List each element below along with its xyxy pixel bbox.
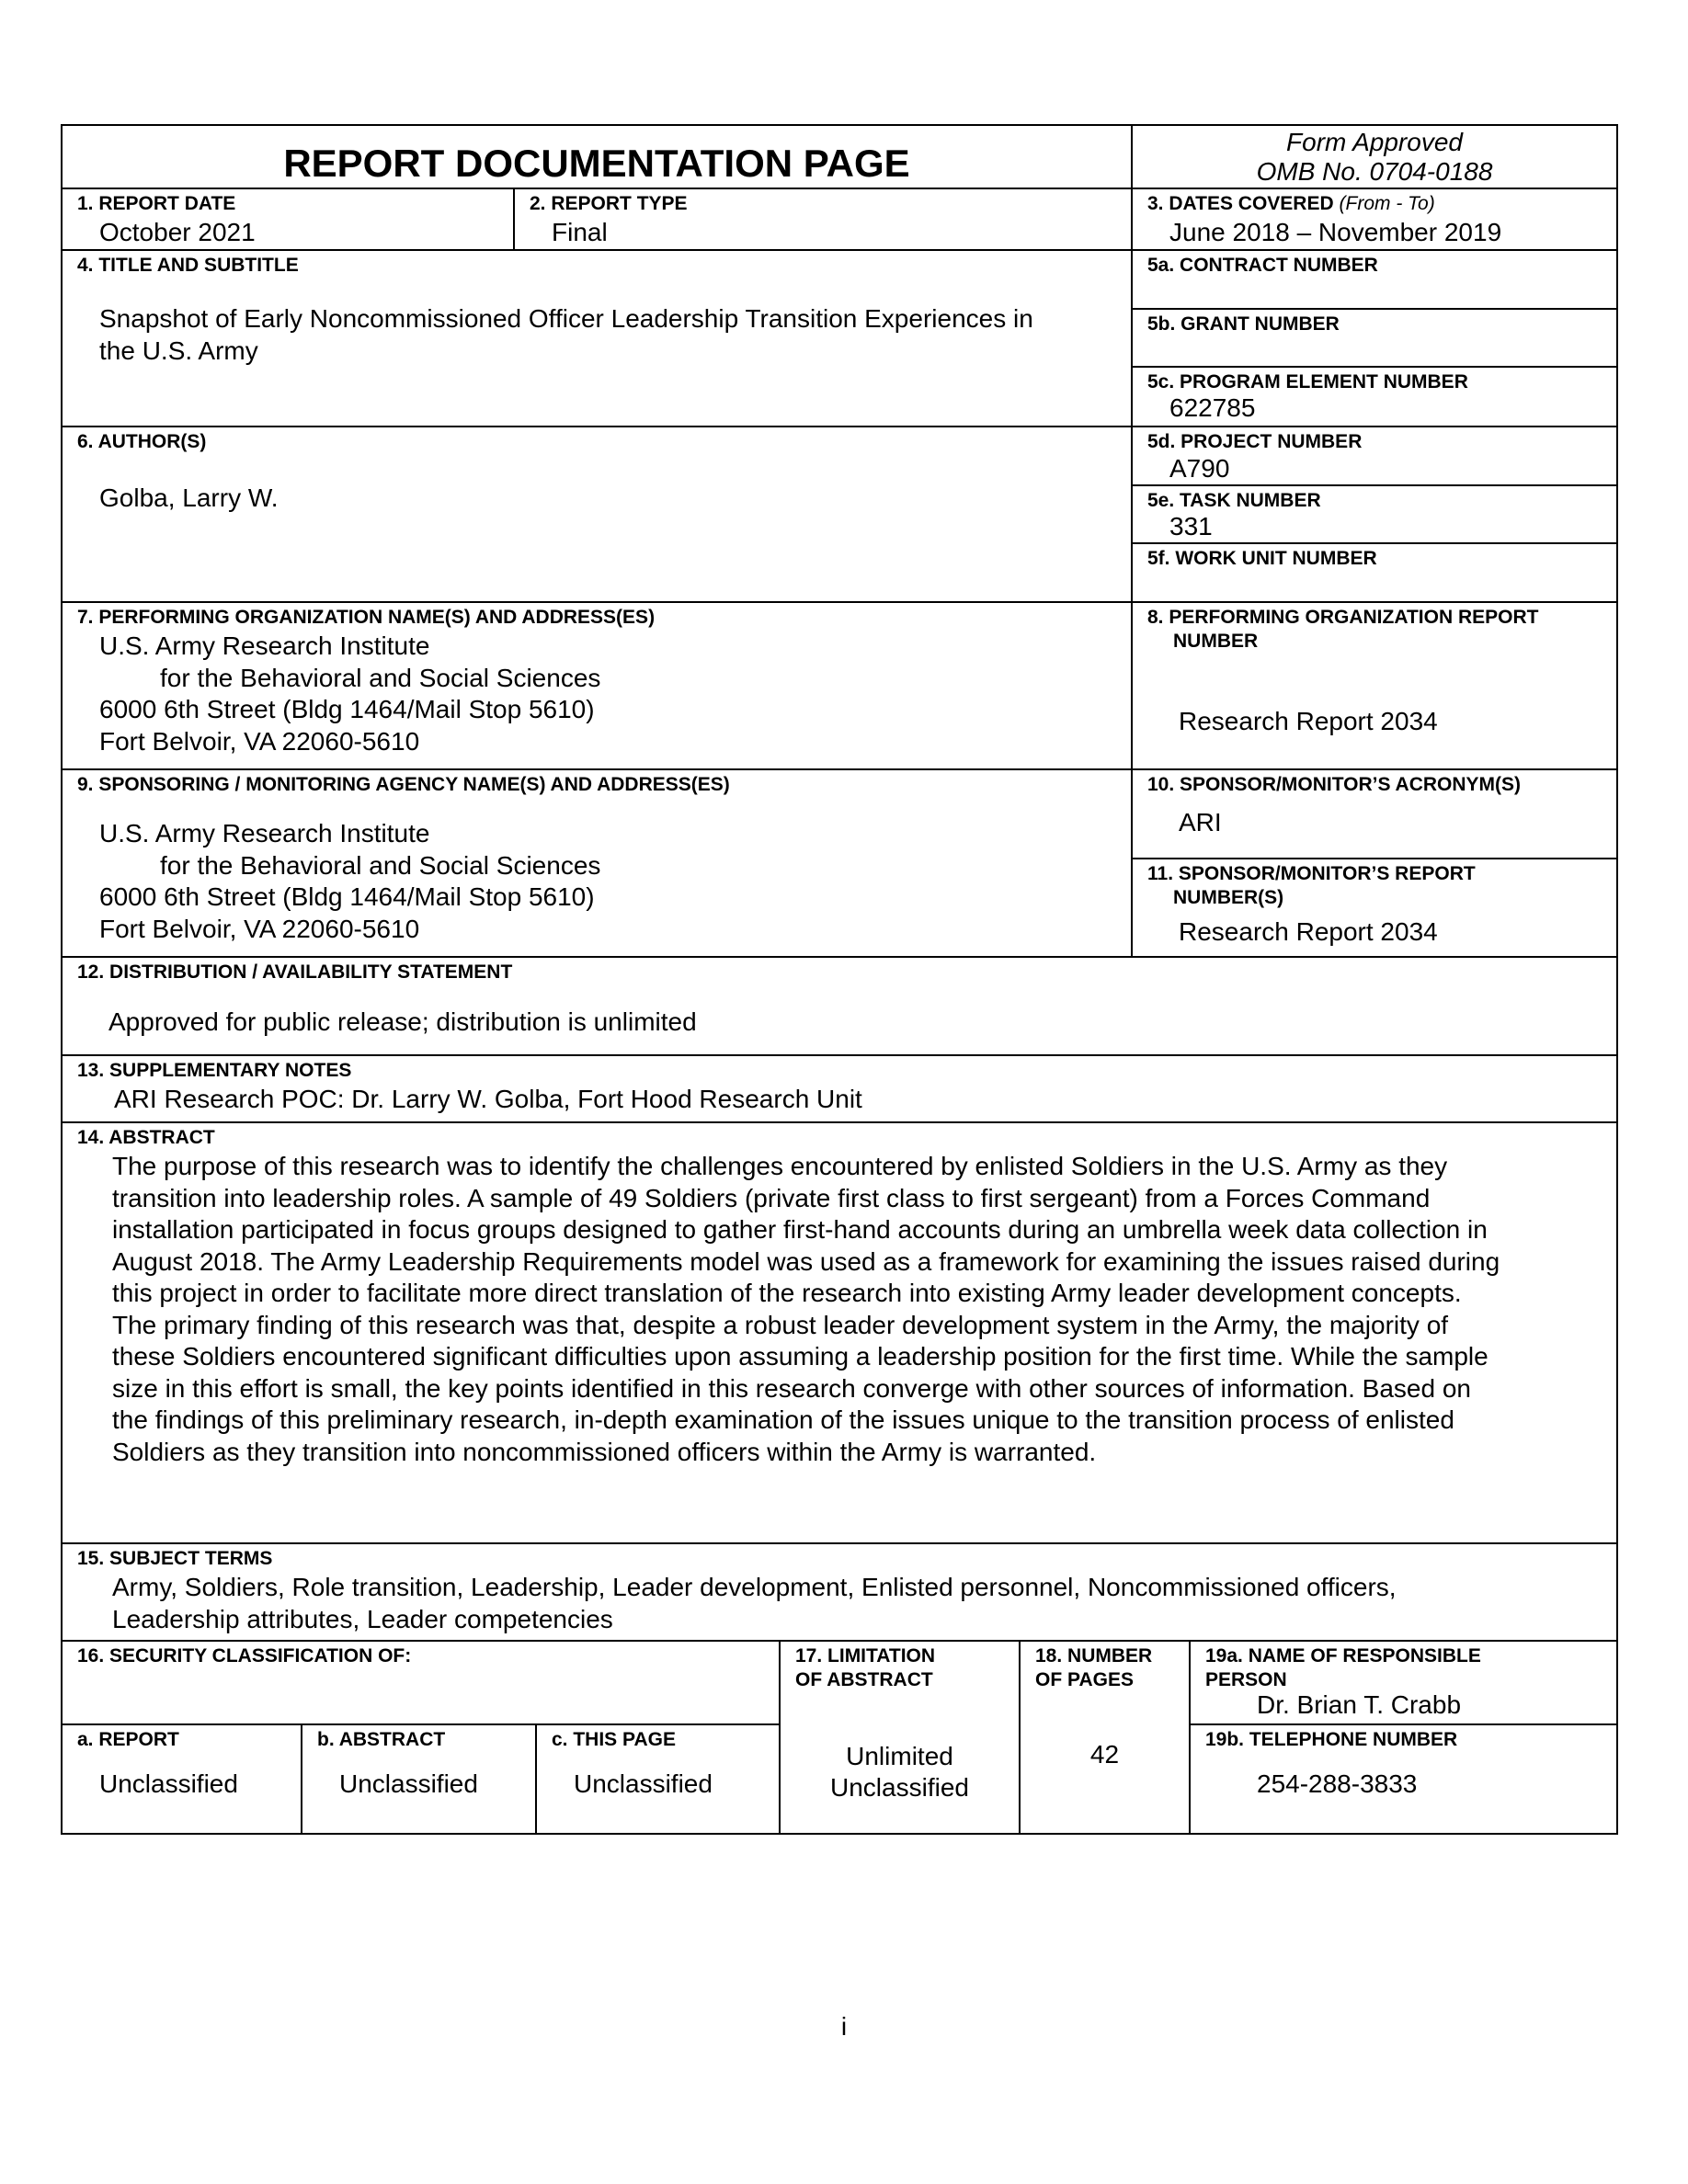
number-of-pages-label-2: OF PAGES xyxy=(1035,1669,1134,1690)
field-sponsoring-agency xyxy=(61,768,1133,958)
limitation-label-2: OF ABSTRACT xyxy=(795,1669,933,1690)
classification-abstract-label: b. ABSTRACT xyxy=(317,1729,446,1750)
project-number-value[interactable]: A790 xyxy=(1169,454,1230,483)
limitation-value-1[interactable]: Unlimited xyxy=(846,1742,953,1770)
title-line: Snapshot of Early Noncommissioned Officer Leadership Transition Experiences in xyxy=(99,304,1033,333)
number-of-pages-value[interactable]: 42 xyxy=(1089,1740,1120,1769)
classification-this-page-value[interactable]: Unclassified xyxy=(574,1769,713,1798)
address-line: 6000 6th Street (Bldg 1464/Mail Stop 5610) xyxy=(99,695,595,723)
grant-number-label: 5b. GRANT NUMBER xyxy=(1147,313,1340,335)
subject-terms-line: Leadership attributes, Leader competencies xyxy=(112,1604,613,1633)
performing-report-label-2: NUMBER xyxy=(1173,631,1259,652)
field-classification-report xyxy=(61,1723,302,1835)
field-supplementary-notes xyxy=(61,1054,1618,1123)
title-line: the U.S. Army xyxy=(99,336,258,365)
work-unit-label: 5f. WORK UNIT NUMBER xyxy=(1147,548,1377,569)
report-date-label: 1. REPORT DATE xyxy=(77,193,236,214)
performing-report-value[interactable]: Research Report 2034 xyxy=(1179,707,1438,735)
distribution-value[interactable]: Approved for public release; distribution is unlimited xyxy=(108,1007,697,1036)
address-line: for the Behavioral and Social Sciences xyxy=(160,663,601,692)
limitation-value-2[interactable]: Unclassified xyxy=(830,1773,969,1802)
performing-org-address[interactable] xyxy=(99,631,600,757)
header-title-cell xyxy=(61,124,1133,189)
field-classification-abstract xyxy=(301,1723,537,1835)
field-security-classification xyxy=(61,1640,781,1725)
page-title: REPORT DOCUMENTATION PAGE xyxy=(283,142,910,185)
field-program-element-number xyxy=(1131,366,1618,427)
responsible-person-value[interactable]: Dr. Brian T. Crabb xyxy=(1257,1690,1462,1719)
address-line: Fort Belvoir, VA 22060-5610 xyxy=(99,914,420,943)
subject-terms-line: Army, Soldiers, Role transition, Leadership, Leader development, Enlisted personnel, Noncommissioned officers, xyxy=(112,1573,1397,1601)
abstract-line: the findings of this preliminary research, in-depth examination of the issues unique to the transition process of enlisted xyxy=(112,1405,1454,1434)
field-report-date xyxy=(61,188,515,251)
task-number-label: 5e. TASK NUMBER xyxy=(1147,490,1321,511)
sponsoring-agency-address[interactable] xyxy=(99,818,600,945)
field-authors xyxy=(61,426,1133,603)
dates-covered-note: (From - To) xyxy=(1339,193,1435,214)
page-number: i xyxy=(840,2012,848,2041)
limitation-label-1: 17. LIMITATION xyxy=(795,1645,936,1666)
subject-terms-value[interactable] xyxy=(112,1572,1397,1635)
report-date-value[interactable]: October 2021 xyxy=(99,218,256,246)
dates-covered-value[interactable]: June 2018 – November 2019 xyxy=(1169,218,1502,246)
sponsoring-agency-label: 9. SPONSORING / MONITORING AGENCY NAME(S) AND ADDRESS(ES) xyxy=(77,774,730,795)
supplementary-notes-value[interactable]: ARI Research POC: Dr. Larry W. Golba, Fort Hood Research Unit xyxy=(114,1085,862,1113)
form-approved-text: Form Approved xyxy=(1286,128,1463,156)
classification-this-page-label: c. THIS PAGE xyxy=(552,1729,676,1750)
distribution-label: 12. DISTRIBUTION / AVAILABILITY STATEMENT xyxy=(77,961,513,983)
address-line: for the Behavioral and Social Sciences xyxy=(160,850,601,880)
classification-report-label: a. REPORT xyxy=(77,1729,179,1750)
responsible-person-label-1: 19a. NAME OF RESPONSIBLE xyxy=(1205,1645,1481,1666)
abstract-label: 14. ABSTRACT xyxy=(77,1127,215,1148)
field-abstract xyxy=(61,1121,1618,1544)
sponsor-report-value[interactable]: Research Report 2034 xyxy=(1179,917,1438,946)
field-performing-organization xyxy=(61,601,1133,770)
address-line: Fort Belvoir, VA 22060-5610 xyxy=(99,726,420,756)
field-task-number xyxy=(1131,484,1618,544)
field-sponsor-acronym xyxy=(1131,768,1618,859)
field-work-unit-number xyxy=(1131,542,1618,603)
abstract-line: these Soldiers encountered significant difficulties upon assuming a leadership position for the first time. While the sample xyxy=(112,1342,1488,1371)
header-omb-cell xyxy=(1131,124,1618,189)
field-project-number xyxy=(1131,426,1618,486)
report-type-value[interactable]: Final xyxy=(552,218,608,246)
field-report-type xyxy=(513,188,1133,251)
contract-number-label: 5a. CONTRACT NUMBER xyxy=(1147,255,1378,276)
field-performing-org-report-number xyxy=(1131,601,1618,770)
field-title-subtitle xyxy=(61,249,1133,427)
sponsor-report-label-1: 11. SPONSOR/MONITOR’S REPORT xyxy=(1147,863,1476,884)
abstract-line: The purpose of this research was to identify the challenges encountered by enlisted Soldiers in the U.S. Army as they xyxy=(112,1152,1448,1180)
dates-covered-label-text: 3. DATES COVERED xyxy=(1147,193,1334,214)
omb-number: OMB No. 0704-0188 xyxy=(1256,157,1493,186)
field-distribution-statement xyxy=(61,956,1618,1056)
sponsor-acronym-label: 10. SPONSOR/MONITOR’S ACRONYM(S) xyxy=(1147,774,1522,795)
address-line: 6000 6th Street (Bldg 1464/Mail Stop 5610) xyxy=(99,882,595,911)
subject-terms-label: 15. SUBJECT TERMS xyxy=(77,1548,273,1569)
field-limitation-of-abstract xyxy=(779,1640,1021,1835)
classification-abstract-value[interactable]: Unclassified xyxy=(339,1769,478,1798)
field-dates-covered xyxy=(1131,188,1618,251)
responsible-person-label-2: PERSON xyxy=(1205,1669,1287,1690)
title-subtitle-label: 4. TITLE AND SUBTITLE xyxy=(77,255,299,276)
task-number-value[interactable]: 331 xyxy=(1169,512,1213,540)
number-of-pages-label-1: 18. NUMBER xyxy=(1035,1645,1153,1666)
field-sponsor-report-number xyxy=(1131,858,1618,958)
abstract-line: transition into leadership roles. A sample of 49 Soldiers (private first class to first sergeant) from a Forces Command xyxy=(112,1183,1431,1212)
abstract-line: size in this effort is small, the key points identified in this research converge with other sources of information. Based on xyxy=(112,1373,1471,1403)
field-subject-terms xyxy=(61,1542,1618,1642)
telephone-label: 19b. TELEPHONE NUMBER xyxy=(1205,1729,1458,1750)
performing-report-label-1: 8. PERFORMING ORGANIZATION REPORT xyxy=(1147,607,1539,628)
program-element-value[interactable]: 622785 xyxy=(1169,393,1256,422)
sponsor-acronym-value[interactable]: ARI xyxy=(1179,808,1222,836)
field-responsible-person xyxy=(1189,1640,1618,1725)
telephone-value[interactable]: 254-288-3833 xyxy=(1257,1769,1418,1798)
abstract-line: Soldiers as they transition into noncommissioned officers within the Army is warranted. xyxy=(112,1437,1097,1466)
security-classification-label: 16. SECURITY CLASSIFICATION OF: xyxy=(77,1645,412,1666)
abstract-line: installation participated in focus groups designed to gather first-hand accounts during an umbrella week data collection in xyxy=(112,1215,1488,1244)
field-contract-number xyxy=(1131,249,1618,310)
authors-value[interactable]: Golba, Larry W. xyxy=(99,483,279,512)
report-type-label: 2. REPORT TYPE xyxy=(530,193,688,214)
program-element-label: 5c. PROGRAM ELEMENT NUMBER xyxy=(1147,371,1468,392)
abstract-text[interactable] xyxy=(112,1151,1500,1468)
field-grant-number xyxy=(1131,308,1618,368)
field-classification-this-page xyxy=(535,1723,781,1835)
project-number-label: 5d. PROJECT NUMBER xyxy=(1147,431,1363,452)
address-line: U.S. Army Research Institute xyxy=(99,819,430,847)
dates-covered-label xyxy=(1147,192,1435,216)
title-subtitle-value[interactable] xyxy=(99,303,1033,367)
field-telephone-number xyxy=(1189,1723,1618,1835)
supplementary-notes-label: 13. SUPPLEMENTARY NOTES xyxy=(77,1060,352,1081)
sponsor-report-label-2: NUMBER(S) xyxy=(1173,887,1284,908)
abstract-line: this project in order to facilitate more direct translation of the research into existing Army leader development concepts. xyxy=(112,1279,1462,1307)
address-line: U.S. Army Research Institute xyxy=(99,631,430,660)
authors-label: 6. AUTHOR(S) xyxy=(77,431,207,452)
abstract-line: August 2018. The Army Leadership Requirements model was used as a framework for examining the issues raised during xyxy=(112,1246,1500,1276)
abstract-line: The primary finding of this research was that, despite a robust leader development system in the Army, the majority of xyxy=(112,1310,1449,1339)
field-number-of-pages xyxy=(1019,1640,1191,1835)
performing-org-label: 7. PERFORMING ORGANIZATION NAME(S) AND ADDRESS(ES) xyxy=(77,607,656,628)
classification-report-value[interactable]: Unclassified xyxy=(99,1769,238,1798)
